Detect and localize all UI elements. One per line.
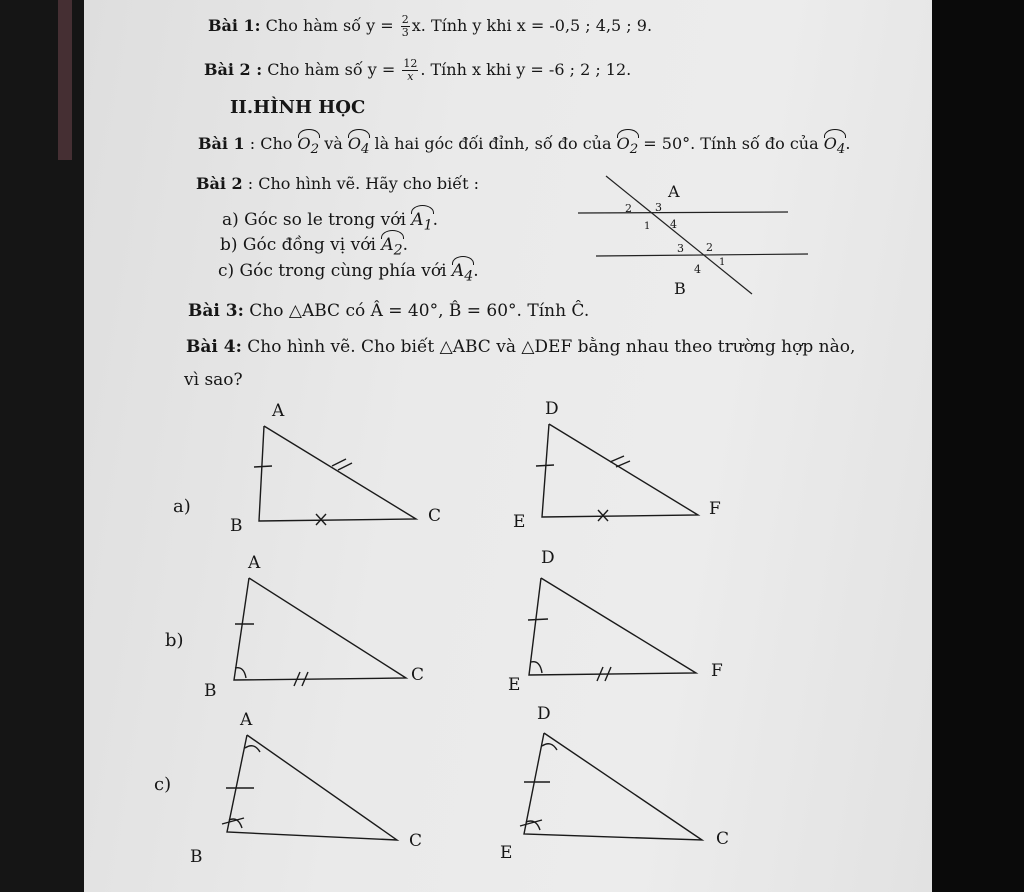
vertex-label: F: [711, 661, 723, 681]
exercise-text: .: [845, 134, 851, 153]
vertex-label: D: [537, 704, 551, 724]
triangle-def-a: [536, 424, 698, 521]
exercise-label: Bài 3:: [188, 301, 244, 321]
vertex-label: B: [190, 847, 203, 867]
angle-number: 2: [706, 241, 713, 254]
part-label-c: c): [154, 774, 172, 795]
vertex-label: E: [500, 843, 513, 863]
angle-subscript: 4: [360, 142, 370, 158]
triangle-outline: [529, 578, 696, 675]
exercise-label: Bài 1:: [208, 16, 261, 35]
angle-letter: A: [381, 235, 394, 255]
vertex-label: C: [411, 665, 425, 685]
angle-letter: O: [823, 134, 837, 153]
triangle-abc-c: [222, 735, 397, 840]
triangle-outline: [524, 733, 702, 840]
exercise-text: Cho hình vẽ. Cho biết △ABC và △DEF bằng nhau theo trường hợp nào,: [241, 337, 856, 357]
exercise-text: x. Tính y khi x = -0,5 ; 4,5 ; 9.: [411, 16, 653, 35]
figure-labels: [190, 399, 729, 867]
tick-mark: [528, 619, 548, 620]
vertex-label: B: [204, 681, 217, 701]
question-text: c) Góc trong cùng phía với: [218, 261, 452, 281]
angle-number: 3: [655, 201, 662, 214]
angle-letter: O: [297, 134, 311, 153]
worksheet-page: [84, 0, 932, 892]
angle-subscript: 4: [464, 268, 474, 285]
tick-mark: [616, 461, 630, 467]
tick-mark: [536, 465, 554, 466]
vertex-label: E: [508, 675, 521, 695]
exercise-text: Cho hàm số y =: [267, 60, 401, 79]
question-text: .: [402, 235, 409, 255]
triangle-def-b: [528, 578, 696, 681]
vertex-label: B: [230, 516, 243, 536]
exercise-3: [188, 301, 589, 321]
part-label-b: b): [165, 630, 184, 651]
question-text: a) Góc so le trong với: [222, 210, 412, 230]
triangle-abc-a: [254, 426, 416, 525]
triangle-outline: [259, 426, 416, 521]
exercise-label: Bài 1: [198, 134, 245, 153]
parallel-line-upper: [578, 212, 788, 213]
point-label-a: A: [668, 182, 680, 201]
exercise-4: [186, 337, 855, 357]
angle-subscript: 4: [836, 142, 846, 158]
angle-number: 1: [644, 221, 651, 232]
exercise-label: Bài 2: [196, 174, 243, 193]
exercise-text: : Cho hình vẽ. Hãy cho biết :: [242, 174, 480, 193]
tick-mark: [610, 456, 624, 462]
exercise-text: Cho hàm số y =: [265, 16, 399, 35]
section-title: II.HÌNH HỌC: [230, 97, 366, 118]
angle-number: 3: [677, 242, 684, 255]
angle-mark: [531, 662, 542, 673]
triangle-outline: [542, 424, 698, 517]
exercise-text: . Tính x khi y = -6 ; 2 ; 12.: [420, 60, 632, 79]
angle-subscript: 1: [423, 217, 433, 234]
exercise-text: = 50°. Tính số đo của: [638, 134, 824, 153]
vertex-label: D: [541, 548, 555, 568]
exercise-text: là hai góc đối đỉnh, số đo của: [369, 134, 617, 153]
angle-letter: O: [616, 134, 630, 153]
angle-letter: O: [347, 134, 361, 153]
figure-layer: [84, 0, 932, 892]
fraction-denominator: 3: [401, 26, 409, 39]
exercise-label: Bài 2 :: [204, 60, 263, 79]
question-text: .: [473, 261, 479, 281]
question-text: .: [432, 210, 438, 230]
angle-mark: [235, 668, 246, 678]
vertex-label: C: [716, 829, 730, 849]
angle-subscript: 2: [393, 242, 403, 259]
vertex-label: C: [409, 831, 423, 851]
angle-number: 4: [694, 263, 701, 276]
parallel-lines-figure: [578, 176, 808, 298]
triangle-def-c: [520, 733, 702, 840]
angle-letter: A: [411, 210, 424, 230]
tick-mark: [332, 459, 346, 466]
point-label-b: B: [674, 279, 686, 298]
exercise-label: Bài 4:: [186, 337, 242, 357]
tick-mark: [338, 463, 352, 470]
exercise-text: Cho △ABC có Â = 40°, B̂ = 60°. Tính Ĉ.: [243, 301, 590, 321]
question-text: b) Góc đồng vị với: [220, 235, 382, 255]
left-background: [0, 0, 84, 892]
angle-number: 4: [670, 218, 677, 231]
part-label-a: a): [173, 496, 191, 517]
angle-number: 1: [719, 257, 726, 268]
vertex-label: F: [709, 499, 721, 519]
vertex-label: A: [248, 553, 261, 573]
vertex-label: A: [240, 710, 253, 730]
triangle-abc-b: [234, 578, 406, 686]
right-background: [932, 0, 1024, 892]
triangle-outline: [234, 578, 406, 680]
vertex-label: E: [513, 512, 526, 532]
angle-mark: [245, 746, 260, 752]
vertex-label: D: [545, 399, 559, 419]
vertex-label: C: [428, 506, 442, 526]
exercise-4-line2: vì sao?: [184, 370, 243, 390]
left-edge-strip: [58, 0, 72, 160]
angle-subscript: 2: [310, 142, 320, 158]
fraction-numerator: 2: [401, 13, 409, 26]
exercise-text: : Cho: [244, 134, 298, 153]
angle-subscript: 2: [629, 142, 639, 158]
tick-mark: [254, 466, 272, 467]
fraction-numerator: 12: [403, 57, 418, 70]
angle-number: 2: [625, 202, 632, 215]
vertex-label: A: [272, 401, 285, 421]
angle-mark: [542, 744, 557, 750]
angle-letter: A: [451, 261, 465, 281]
exercise-text: và: [319, 134, 348, 153]
fraction-denominator: x: [407, 70, 414, 83]
